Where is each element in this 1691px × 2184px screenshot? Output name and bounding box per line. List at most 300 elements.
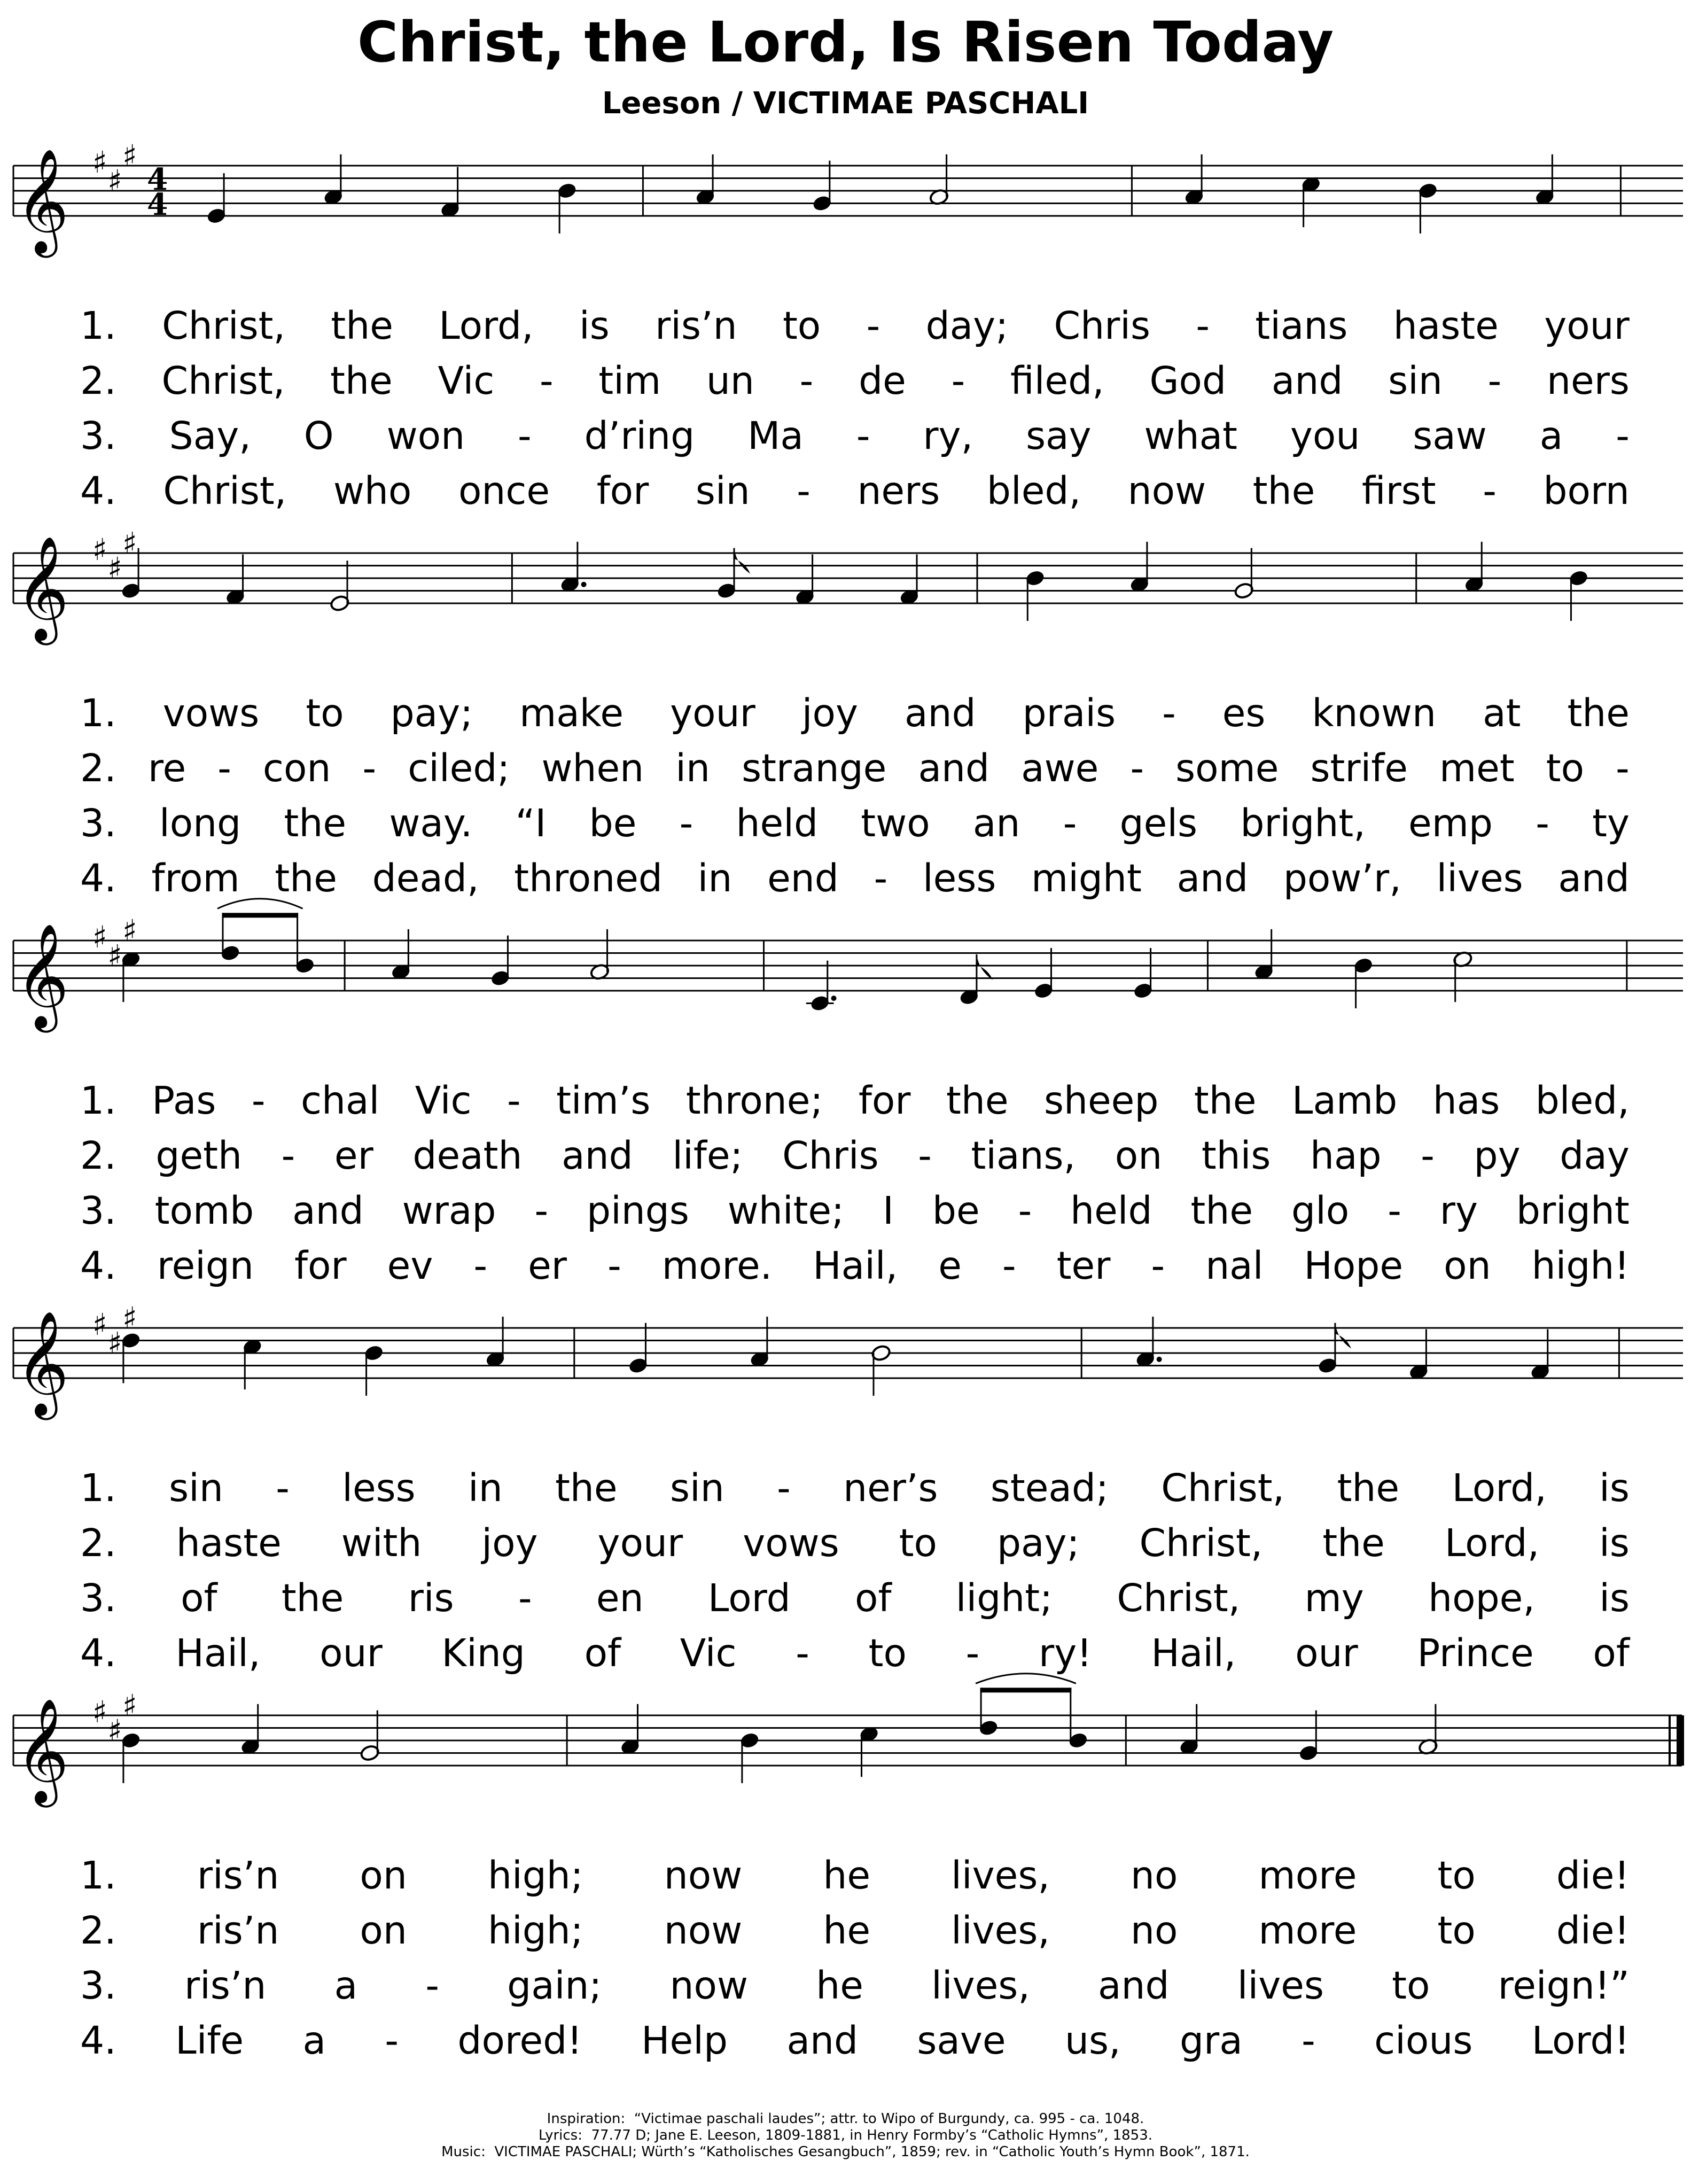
lyric-syllable: Christ, bbox=[161, 359, 285, 403]
lyric-syllable: more bbox=[1258, 1908, 1357, 1953]
lyric-syllable: first bbox=[1361, 469, 1436, 513]
lyric-syllable: die! bbox=[1556, 1908, 1630, 1953]
lyric-syllable: life; bbox=[672, 1133, 743, 1178]
lyric-syllable: a bbox=[334, 1963, 358, 2008]
lyric-syllable: to bbox=[1437, 1908, 1476, 1953]
lyric-syllable: con bbox=[262, 746, 331, 790]
lyric-syllable: joy bbox=[801, 691, 858, 735]
lyric-syllable: in bbox=[467, 1466, 503, 1510]
lyric-syllable: ris’n bbox=[184, 1963, 267, 2008]
lyric-syllable: - bbox=[1130, 746, 1144, 790]
lyric-syllable: - bbox=[362, 746, 377, 790]
lyric-syllable: - bbox=[217, 746, 231, 790]
lyric-syllable: - bbox=[1196, 304, 1210, 348]
lyric-syllable: has bbox=[1432, 1078, 1500, 1123]
lyric-syllable: Say, bbox=[169, 414, 251, 458]
lyric-syllable: lives, bbox=[931, 1963, 1030, 2008]
lyric-syllable: - bbox=[518, 414, 532, 458]
lyric-syllable: haste bbox=[1393, 304, 1499, 348]
lyric-syllable: save bbox=[917, 2018, 1006, 2063]
lyric-syllable: - bbox=[281, 1133, 295, 1178]
lyric-syllable: Christ, bbox=[1139, 1521, 1263, 1565]
lyric-syllable: throned bbox=[514, 856, 663, 900]
lyric-syllable: ners bbox=[857, 469, 940, 513]
lyric-syllable: and bbox=[1098, 1963, 1170, 2008]
lyric-syllable: and bbox=[918, 746, 990, 790]
lyric-syllable: your bbox=[597, 1521, 683, 1565]
lyric-syllable: sin bbox=[169, 1466, 223, 1510]
verse-number: 3. bbox=[80, 414, 116, 458]
sharp-icon: ♯ bbox=[92, 532, 107, 568]
treble-clef-icon: 𝄞 bbox=[15, 535, 69, 641]
lyric-syllable: the bbox=[1252, 469, 1315, 513]
lyric-syllable: to bbox=[899, 1521, 937, 1565]
verse-number: 1. bbox=[80, 1853, 116, 1898]
lyric-syllable: make bbox=[519, 691, 624, 735]
lyric-syllable: reign bbox=[157, 1243, 254, 1288]
lyric-syllable: King bbox=[441, 1631, 525, 1675]
verse-number: 3. bbox=[80, 1963, 116, 2008]
lyric-syllable: Lord! bbox=[1531, 2018, 1630, 2063]
verse-number: 3. bbox=[80, 1576, 116, 1620]
lyric-syllable: the bbox=[1194, 1078, 1257, 1123]
lyric-syllable: high; bbox=[487, 1908, 583, 1953]
lyric-syllable: - bbox=[251, 1078, 266, 1123]
sharp-icon: ♯ bbox=[107, 551, 122, 587]
sharp-icon: ♯ bbox=[122, 526, 137, 562]
lyric-syllable: from bbox=[151, 856, 240, 900]
lyric-syllable: and bbox=[904, 691, 976, 735]
lyric-syllable: Christ, bbox=[1117, 1576, 1241, 1620]
sharp-icon: ♯ bbox=[122, 1689, 137, 1724]
lyric-syllable: when bbox=[541, 746, 644, 790]
lyric-syllable: - bbox=[796, 1631, 809, 1675]
lyric-syllable: ev bbox=[387, 1243, 433, 1288]
sharp-icon: ♯ bbox=[107, 1714, 122, 1749]
lyric-syllable: Lord bbox=[707, 1576, 791, 1620]
lyric-syllable: say bbox=[1026, 414, 1092, 458]
sharp-icon: ♯ bbox=[92, 1307, 107, 1342]
lyric-syllable: filed, bbox=[1010, 359, 1104, 403]
lyric-syllable: now bbox=[1127, 469, 1206, 513]
lyric-syllable: Ma bbox=[747, 414, 804, 458]
lyric-syllable: tomb bbox=[154, 1188, 254, 1233]
lyric-syllable: O bbox=[303, 414, 334, 458]
lyric-syllable: and bbox=[786, 2018, 859, 2063]
lyric-syllable: - bbox=[506, 1078, 521, 1123]
lyric-syllable: tim bbox=[598, 359, 661, 403]
lyric-syllable: he bbox=[816, 1963, 863, 2008]
lyric-syllable: pings bbox=[587, 1188, 689, 1233]
lyric-line bbox=[80, 1909, 1630, 1952]
lyric-syllable: gra bbox=[1179, 2018, 1243, 2063]
final-barline bbox=[1677, 1715, 1684, 1766]
lyric-syllable: and bbox=[1176, 856, 1249, 900]
treble-clef-icon: 𝄞 bbox=[15, 1310, 69, 1416]
lyric-syllable: e bbox=[938, 1243, 962, 1288]
lyric-syllable: and bbox=[1271, 359, 1343, 403]
lyric-syllable: us, bbox=[1065, 2018, 1121, 2063]
lyric-syllable: - bbox=[679, 801, 693, 845]
lyric-syllable: nal bbox=[1205, 1243, 1264, 1288]
lyric-syllable: saw bbox=[1413, 414, 1487, 458]
sharp-icon: ♯ bbox=[92, 1695, 107, 1730]
lyric-syllable: Chris bbox=[782, 1133, 879, 1178]
lyric-syllable: Life bbox=[175, 2018, 244, 2063]
lyric-syllable: now bbox=[669, 1963, 749, 2008]
lyric-syllable: long bbox=[159, 801, 241, 845]
lyric-syllable: - bbox=[874, 856, 888, 900]
lyric-syllable: - bbox=[1018, 1188, 1032, 1233]
lyric-syllable: our bbox=[1295, 1631, 1358, 1675]
lyric-syllable: and bbox=[292, 1188, 364, 1233]
slur bbox=[976, 1674, 1076, 1684]
verse-number: 4. bbox=[80, 1243, 116, 1288]
lyric-syllable: known bbox=[1312, 691, 1437, 735]
lyric-syllable: less bbox=[342, 1466, 416, 1510]
lyric-syllable: Help bbox=[641, 2018, 728, 2063]
lyric-syllable: for bbox=[596, 469, 649, 513]
lyric-syllable: the bbox=[1190, 1188, 1253, 1233]
lyric-syllable: less bbox=[922, 856, 996, 900]
lyric-syllable: white; bbox=[727, 1188, 845, 1233]
lyric-syllable: vows bbox=[743, 1521, 839, 1565]
lyric-syllable: I bbox=[882, 1188, 894, 1233]
lyric-syllable: bright, bbox=[1240, 801, 1366, 845]
hymn-subtitle: Leeson / VICTIMAE PASCHALI bbox=[602, 86, 1089, 121]
lyric-syllable: of bbox=[181, 1576, 217, 1620]
lyric-syllable: your bbox=[670, 691, 755, 735]
verse-number: 4. bbox=[80, 2018, 116, 2063]
lyric-syllable: geth bbox=[155, 1133, 242, 1178]
lyric-syllable: way. bbox=[389, 801, 473, 845]
lyric-syllable: for bbox=[858, 1078, 911, 1123]
lyric-line bbox=[80, 1854, 1630, 1897]
lyric-syllable: on bbox=[1115, 1133, 1163, 1178]
lyric-syllable: prais bbox=[1022, 691, 1116, 735]
verse-number: 1. bbox=[80, 691, 116, 735]
lyric-syllable: - bbox=[1002, 1243, 1016, 1288]
lyric-syllable: Lamb bbox=[1291, 1078, 1398, 1123]
lyric-syllable: cious bbox=[1374, 2018, 1473, 2063]
lyric-syllable: ty bbox=[1592, 801, 1630, 845]
lyric-syllable: Hail, bbox=[1151, 1631, 1236, 1675]
lyric-syllable: day; bbox=[925, 304, 1009, 348]
lyric-syllable: and bbox=[1558, 856, 1630, 900]
lyric-syllable: ciled; bbox=[408, 746, 510, 790]
treble-clef-icon: 𝄞 bbox=[15, 147, 69, 253]
lyric-syllable: two bbox=[861, 801, 930, 845]
lyric-syllable: you bbox=[1290, 414, 1360, 458]
lyric-syllable: of bbox=[1593, 1631, 1630, 1675]
lyric-syllable: es bbox=[1222, 691, 1266, 735]
lyric-syllable: ner’s bbox=[843, 1466, 938, 1510]
lyric-syllable: God bbox=[1149, 359, 1227, 403]
lyric-syllable: dored! bbox=[457, 2018, 582, 2063]
lyric-syllable: stead; bbox=[990, 1466, 1109, 1510]
lyric-syllable: the bbox=[330, 359, 393, 403]
lyric-syllable: ry bbox=[1439, 1188, 1478, 1233]
lyric-syllable: no bbox=[1130, 1853, 1178, 1898]
lyric-syllable: sin bbox=[695, 469, 750, 513]
lyric-syllable: in bbox=[697, 856, 732, 900]
lyric-syllable: Prince bbox=[1417, 1631, 1534, 1675]
lyric-syllable: - bbox=[1536, 801, 1549, 845]
lyric-syllable: pay; bbox=[390, 691, 473, 735]
lyric-syllable: end bbox=[767, 856, 839, 900]
sharp-icon: ♯ bbox=[107, 1326, 122, 1362]
lyric-syllable: Hope bbox=[1304, 1243, 1404, 1288]
lyric-syllable: ris’n bbox=[655, 304, 737, 348]
lyric-syllable: of bbox=[855, 1576, 892, 1620]
lyric-syllable: for bbox=[294, 1243, 347, 1288]
lyric-syllable: to bbox=[1546, 746, 1585, 790]
lyric-syllable: throne; bbox=[685, 1078, 823, 1123]
lyric-syllable: is bbox=[1599, 1576, 1630, 1620]
lyric-syllable: ry, bbox=[923, 414, 973, 458]
lyric-syllable: die! bbox=[1556, 1853, 1630, 1898]
lyric-syllable: with bbox=[341, 1521, 422, 1565]
time-signature-top: 4 bbox=[147, 162, 168, 197]
lyric-syllable: gain; bbox=[507, 1963, 602, 2008]
lyric-syllable: on bbox=[360, 1908, 407, 1953]
lyric-syllable: gels bbox=[1119, 801, 1198, 845]
lyric-syllable: of bbox=[584, 1631, 621, 1675]
lyric-syllable: py bbox=[1474, 1133, 1521, 1178]
lyric-syllable: re bbox=[147, 746, 186, 790]
lyric-syllable: the bbox=[1337, 1466, 1400, 1510]
lyric-syllable: Chris bbox=[1054, 304, 1150, 348]
lyric-syllable: he bbox=[823, 1853, 871, 1898]
lyric-syllable: - bbox=[540, 359, 554, 403]
lyric-syllable: my bbox=[1304, 1576, 1364, 1620]
lyric-syllable: - bbox=[797, 469, 811, 513]
lyric-syllable: is bbox=[1599, 1521, 1630, 1565]
verse-number: 2. bbox=[80, 746, 116, 790]
lyric-syllable: bled, bbox=[1535, 1078, 1630, 1123]
lyric-syllable: our bbox=[320, 1631, 383, 1675]
lyric-syllable: - bbox=[1483, 469, 1497, 513]
lyric-syllable: - bbox=[534, 1188, 549, 1233]
sharp-icon: ♯ bbox=[92, 920, 107, 955]
lyric-syllable: Vic bbox=[415, 1078, 472, 1123]
lyric-syllable: - bbox=[1487, 359, 1502, 403]
lyric-syllable: is bbox=[1599, 1466, 1630, 1510]
lyric-syllable: wrap bbox=[402, 1188, 496, 1233]
sharp-icon: ♯ bbox=[92, 145, 107, 180]
lyric-syllable: once bbox=[458, 469, 550, 513]
lyric-syllable: - bbox=[425, 1963, 439, 2008]
lyric-syllable: Hail, bbox=[175, 1631, 261, 1675]
lyric-syllable: no bbox=[1130, 1908, 1178, 1953]
lyric-syllable: - bbox=[777, 1466, 791, 1510]
lyric-syllable: on bbox=[1444, 1243, 1491, 1288]
lyric-syllable: an bbox=[972, 801, 1020, 845]
lyric-syllable: born bbox=[1543, 469, 1630, 513]
lyric-syllable: hap bbox=[1310, 1133, 1382, 1178]
time-signature-bottom: 4 bbox=[147, 187, 168, 222]
lyric-line bbox=[80, 2019, 1630, 2062]
lyric-syllable: Vic bbox=[438, 359, 495, 403]
lyric-syllable: - bbox=[799, 359, 814, 403]
lyric-syllable: ris’n bbox=[197, 1853, 279, 1898]
lyric-syllable: - bbox=[518, 1576, 532, 1620]
lyric-syllable: emp bbox=[1408, 801, 1493, 845]
lyric-syllable: a bbox=[302, 2018, 326, 2063]
lyric-syllable: to bbox=[782, 304, 821, 348]
lyric-syllable: to bbox=[1392, 1963, 1430, 2008]
lyric-syllable: joy bbox=[481, 1521, 538, 1565]
lyric-syllable: - bbox=[866, 304, 880, 348]
lyric-syllable: vows bbox=[162, 691, 260, 735]
lyric-syllable: - bbox=[951, 359, 965, 403]
lyric-line bbox=[80, 1964, 1630, 2007]
credit-music: Music: VICTIMAE PASCHALI; Würth’s “Katholisches Gesangbuch”, 1859; rev. in “Catholic Youth’s Hymn Book”, 1871. bbox=[441, 2144, 1250, 2160]
lyric-syllable: this bbox=[1201, 1133, 1271, 1178]
lyric-syllable: awe bbox=[1021, 746, 1099, 790]
verse-number: 2. bbox=[80, 1133, 116, 1178]
lyric-syllable: held bbox=[736, 801, 819, 845]
lyric-syllable: chal bbox=[300, 1078, 380, 1123]
lyric-syllable: ners bbox=[1547, 359, 1630, 403]
lyric-syllable: high; bbox=[487, 1853, 583, 1898]
lyric-syllable: day bbox=[1560, 1133, 1630, 1178]
lyric-syllable: Christ, bbox=[163, 469, 287, 513]
lyric-syllable: bled, bbox=[986, 469, 1081, 513]
lyric-syllable: lives bbox=[1436, 856, 1523, 900]
verse-number: 4. bbox=[80, 469, 116, 513]
hymn-title: Christ, the Lord, Is Risen Today bbox=[357, 10, 1334, 75]
lyric-syllable: sin bbox=[1388, 359, 1443, 403]
lyric-syllable: - bbox=[1151, 1243, 1165, 1288]
lyric-syllable: won bbox=[386, 414, 465, 458]
lyric-syllable: glo bbox=[1291, 1188, 1350, 1233]
lyric-syllable: is bbox=[579, 304, 610, 348]
verse-number: 3. bbox=[80, 1188, 116, 1233]
lyric-syllable: lives, bbox=[951, 1853, 1050, 1898]
lyric-syllable: - bbox=[1162, 691, 1176, 735]
lyric-syllable: more. bbox=[661, 1243, 773, 1288]
verse-number: 1. bbox=[80, 1078, 116, 1123]
lyric-syllable: now bbox=[664, 1908, 743, 1953]
credit-lyrics: Lyrics: 77.77 D; Jane E. Leeson, 1809-1881, in Henry Formby’s “Catholic Hymns”, 1853. bbox=[538, 2127, 1153, 2143]
lyric-syllable: the bbox=[1322, 1521, 1385, 1565]
lyric-syllable: un bbox=[706, 359, 754, 403]
lyric-syllable: Christ, bbox=[1161, 1466, 1285, 1510]
lyric-syllable: d’ring bbox=[584, 414, 695, 458]
note-beam bbox=[980, 1688, 1072, 1692]
lyric-syllable: - bbox=[385, 2018, 399, 2063]
lyric-syllable: - bbox=[965, 1631, 980, 1675]
lyric-syllable: - bbox=[1063, 801, 1077, 845]
lyric-syllable: be bbox=[932, 1188, 980, 1233]
lyric-syllable: reign!” bbox=[1498, 1963, 1630, 2008]
lyric-syllable: de bbox=[859, 359, 906, 403]
lyric-syllable: more bbox=[1258, 1853, 1357, 1898]
lyric-syllable: Vic bbox=[680, 1631, 737, 1675]
lyric-syllable: er bbox=[334, 1133, 373, 1178]
lyric-syllable: ris bbox=[408, 1576, 454, 1620]
lyric-syllable: in bbox=[675, 746, 710, 790]
sharp-icon: ♯ bbox=[122, 914, 137, 949]
lyric-syllable: to bbox=[868, 1631, 907, 1675]
lyric-syllable: held bbox=[1070, 1188, 1152, 1233]
lyric-syllable: the bbox=[275, 856, 337, 900]
verse-number: 3. bbox=[80, 801, 116, 845]
lyric-syllable: haste bbox=[176, 1521, 282, 1565]
lyric-syllable: hope, bbox=[1428, 1576, 1535, 1620]
lyric-syllable: some bbox=[1175, 746, 1279, 790]
lyric-syllable: the bbox=[331, 304, 393, 348]
lyric-syllable: what bbox=[1144, 414, 1237, 458]
treble-clef-icon: 𝄞 bbox=[15, 1697, 69, 1803]
lyric-syllable: tim’s bbox=[556, 1078, 651, 1123]
lyric-syllable: to bbox=[306, 691, 344, 735]
lyric-syllable: met bbox=[1439, 746, 1515, 790]
lyric-syllable: - bbox=[1616, 414, 1630, 458]
lyric-syllable: bright bbox=[1516, 1188, 1630, 1233]
verse-number: 4. bbox=[80, 856, 116, 900]
sharp-icon: ♯ bbox=[122, 1301, 137, 1336]
lyric-syllable: dead, bbox=[372, 856, 479, 900]
lyric-syllable: Christ, bbox=[162, 304, 286, 348]
lyric-syllable: be bbox=[589, 801, 637, 845]
lyric-syllable: the bbox=[284, 801, 347, 845]
lyric-syllable: the bbox=[281, 1576, 344, 1620]
lyric-syllable: sheep bbox=[1044, 1078, 1159, 1123]
sharp-icon: ♯ bbox=[107, 164, 122, 199]
sharp-icon: ♯ bbox=[107, 939, 122, 974]
lyric-syllable: ter bbox=[1056, 1243, 1111, 1288]
lyric-syllable: now bbox=[664, 1853, 743, 1898]
lyric-syllable: strange bbox=[742, 746, 887, 790]
lyric-syllable: er bbox=[528, 1243, 567, 1288]
lyric-syllable: ris’n bbox=[197, 1908, 279, 1953]
sharp-icon: ♯ bbox=[122, 139, 137, 174]
lyric-syllable: - bbox=[473, 1243, 488, 1288]
lyric-syllable: on bbox=[360, 1853, 407, 1898]
lyric-syllable: - bbox=[1421, 1133, 1435, 1178]
lyric-syllable: - bbox=[1388, 1188, 1401, 1233]
lyric-syllable: Lord, bbox=[1444, 1521, 1540, 1565]
lyric-syllable: the bbox=[946, 1078, 1009, 1123]
lyric-syllable: your bbox=[1544, 304, 1630, 348]
lyric-syllable: Lord, bbox=[1452, 1466, 1547, 1510]
lyric-syllable: ry! bbox=[1039, 1631, 1092, 1675]
lyric-syllable: lives bbox=[1237, 1963, 1324, 2008]
lyric-syllable: tians bbox=[1255, 304, 1348, 348]
verse-number: 2. bbox=[80, 359, 116, 403]
lyric-syllable: Lord, bbox=[439, 304, 534, 348]
lyric-syllable: - bbox=[856, 414, 870, 458]
lyric-syllable: Pas bbox=[152, 1078, 216, 1123]
lyric-syllable: the bbox=[1567, 691, 1630, 735]
credits bbox=[0, 2111, 1691, 2160]
verse-number: 2. bbox=[80, 1521, 116, 1565]
lyric-syllable: the bbox=[555, 1466, 618, 1510]
lyric-syllable: en bbox=[596, 1576, 644, 1620]
lyric-syllable: who bbox=[333, 469, 412, 513]
lyric-syllable: pay; bbox=[996, 1521, 1080, 1565]
lyric-syllable: death bbox=[412, 1133, 523, 1178]
lyric-syllable: light; bbox=[955, 1576, 1053, 1620]
lyric-syllable: strife bbox=[1310, 746, 1408, 790]
lyric-syllable: a bbox=[1539, 414, 1563, 458]
lyric-syllable: - bbox=[607, 1243, 621, 1288]
lyric-syllable: lives, bbox=[951, 1908, 1050, 1953]
verse-number: 1. bbox=[80, 304, 116, 348]
lyric-syllable: - bbox=[276, 1466, 290, 1510]
